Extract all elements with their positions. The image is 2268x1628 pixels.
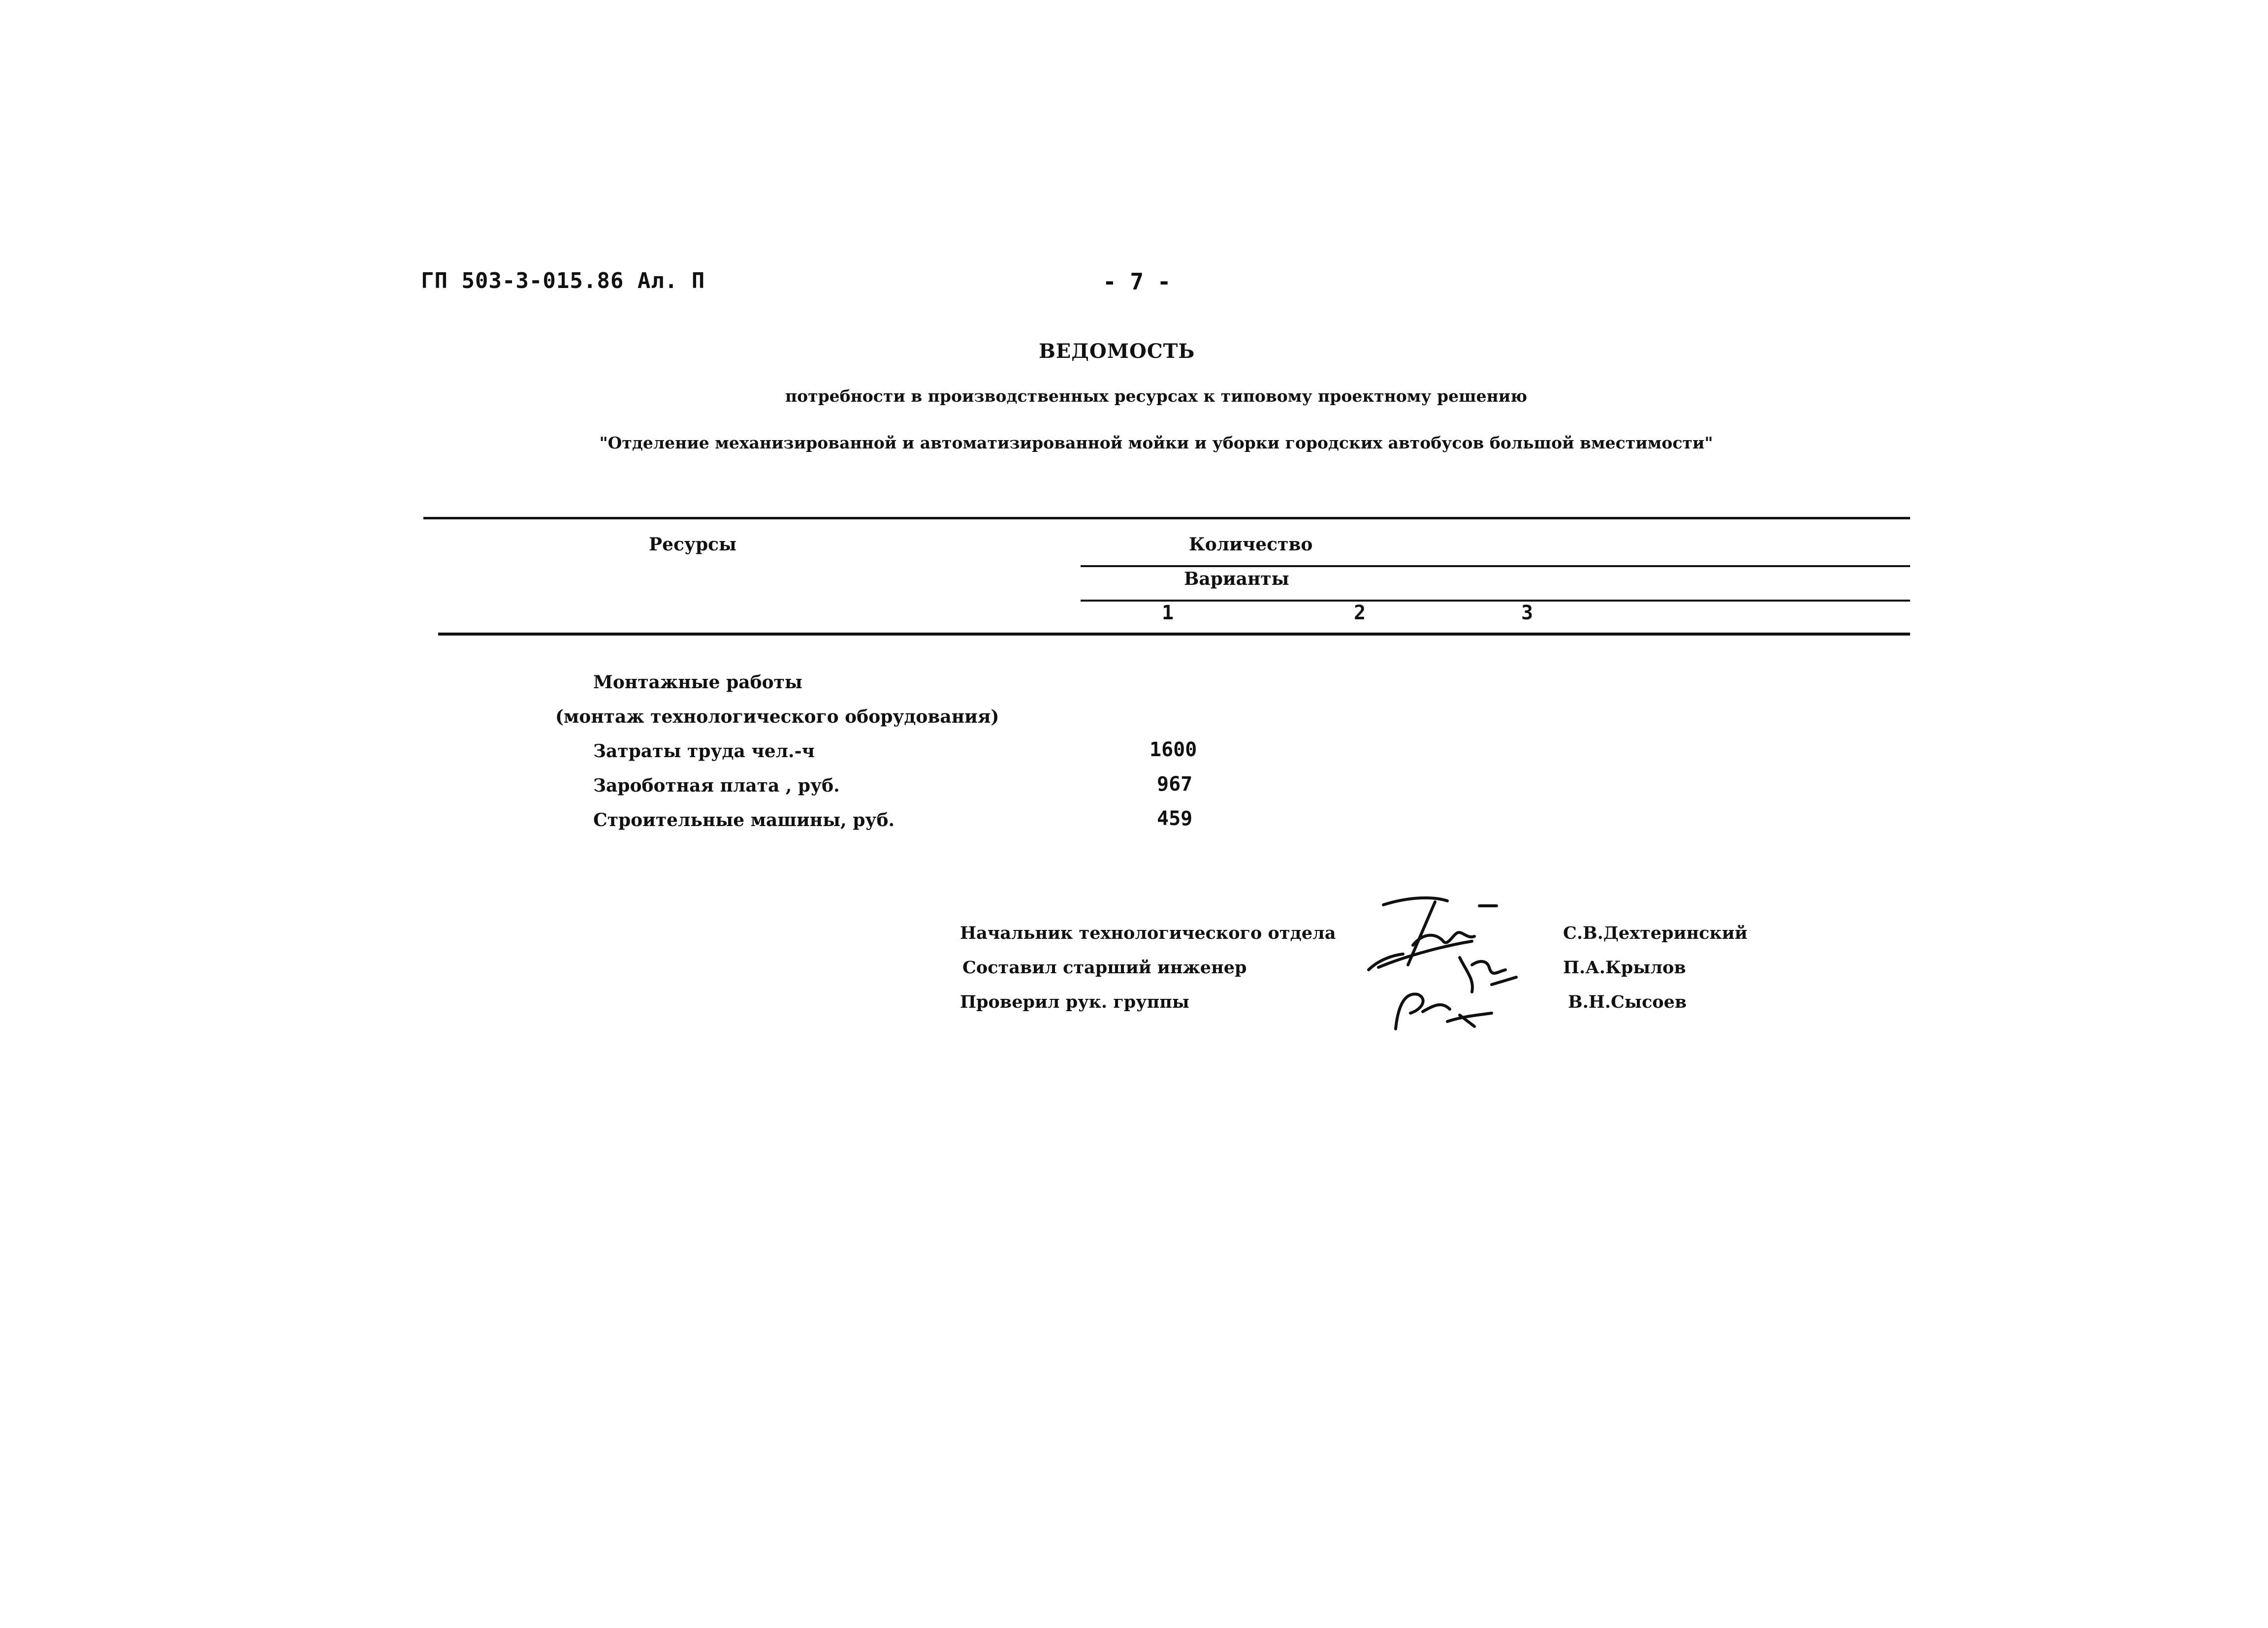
- variant-number-1: 1: [1162, 602, 1174, 624]
- row-value-wages: 967: [1157, 773, 1193, 796]
- row-value-machines: 459: [1157, 807, 1193, 830]
- table-top-rule: [423, 517, 1910, 519]
- row-label-machines: Строительные машины, руб.: [593, 810, 894, 830]
- column-header-resources: Ресурсы: [649, 534, 737, 555]
- signature-name-checker: В.Н.Сысоев: [1568, 992, 1687, 1012]
- signature-role-head: Начальник технологического отдела: [960, 923, 1336, 943]
- signature-name-head: С.В.Дехтеринский: [1563, 923, 1748, 943]
- document-title: ВЕДОМОСТЬ: [1039, 340, 1195, 363]
- signature-role-compiler: Составил старший инженер: [962, 958, 1247, 978]
- row-value-labor: 1600: [1150, 738, 1197, 761]
- section-title: Монтажные работы: [593, 672, 802, 693]
- document-code: ГП 503-3-015.86 Ал. П: [421, 268, 705, 293]
- table-header-bottom-rule: [438, 633, 1910, 636]
- document-subtitle-line-1: потребности в производственных ресурсах к типовому проектному решению: [785, 386, 1528, 406]
- row-label-labor: Затраты труда чел.-ч: [593, 741, 815, 762]
- variants-rule: [1081, 600, 1910, 602]
- document-subtitle-line-2: "Отделение механизированной и автоматизированной мойки и уборки городских автобусов большой вместимости": [599, 433, 1713, 452]
- variant-number-3: 3: [1521, 602, 1533, 624]
- handwritten-signatures: [1349, 886, 1536, 1034]
- signature-role-checker: Проверил рук. группы: [960, 992, 1189, 1012]
- page-number: - 7 -: [1103, 268, 1171, 295]
- row-label-wages: Зароботная плата , руб.: [593, 775, 840, 796]
- column-header-variants: Варианты: [1184, 569, 1289, 589]
- signature-name-compiler: П.А.Крылов: [1563, 958, 1686, 978]
- column-header-quantity: Количество: [1189, 534, 1313, 555]
- section-subtitle: (монтаж технологического оборудования): [555, 706, 999, 727]
- quantity-rule: [1081, 565, 1910, 567]
- variant-number-2: 2: [1354, 602, 1366, 624]
